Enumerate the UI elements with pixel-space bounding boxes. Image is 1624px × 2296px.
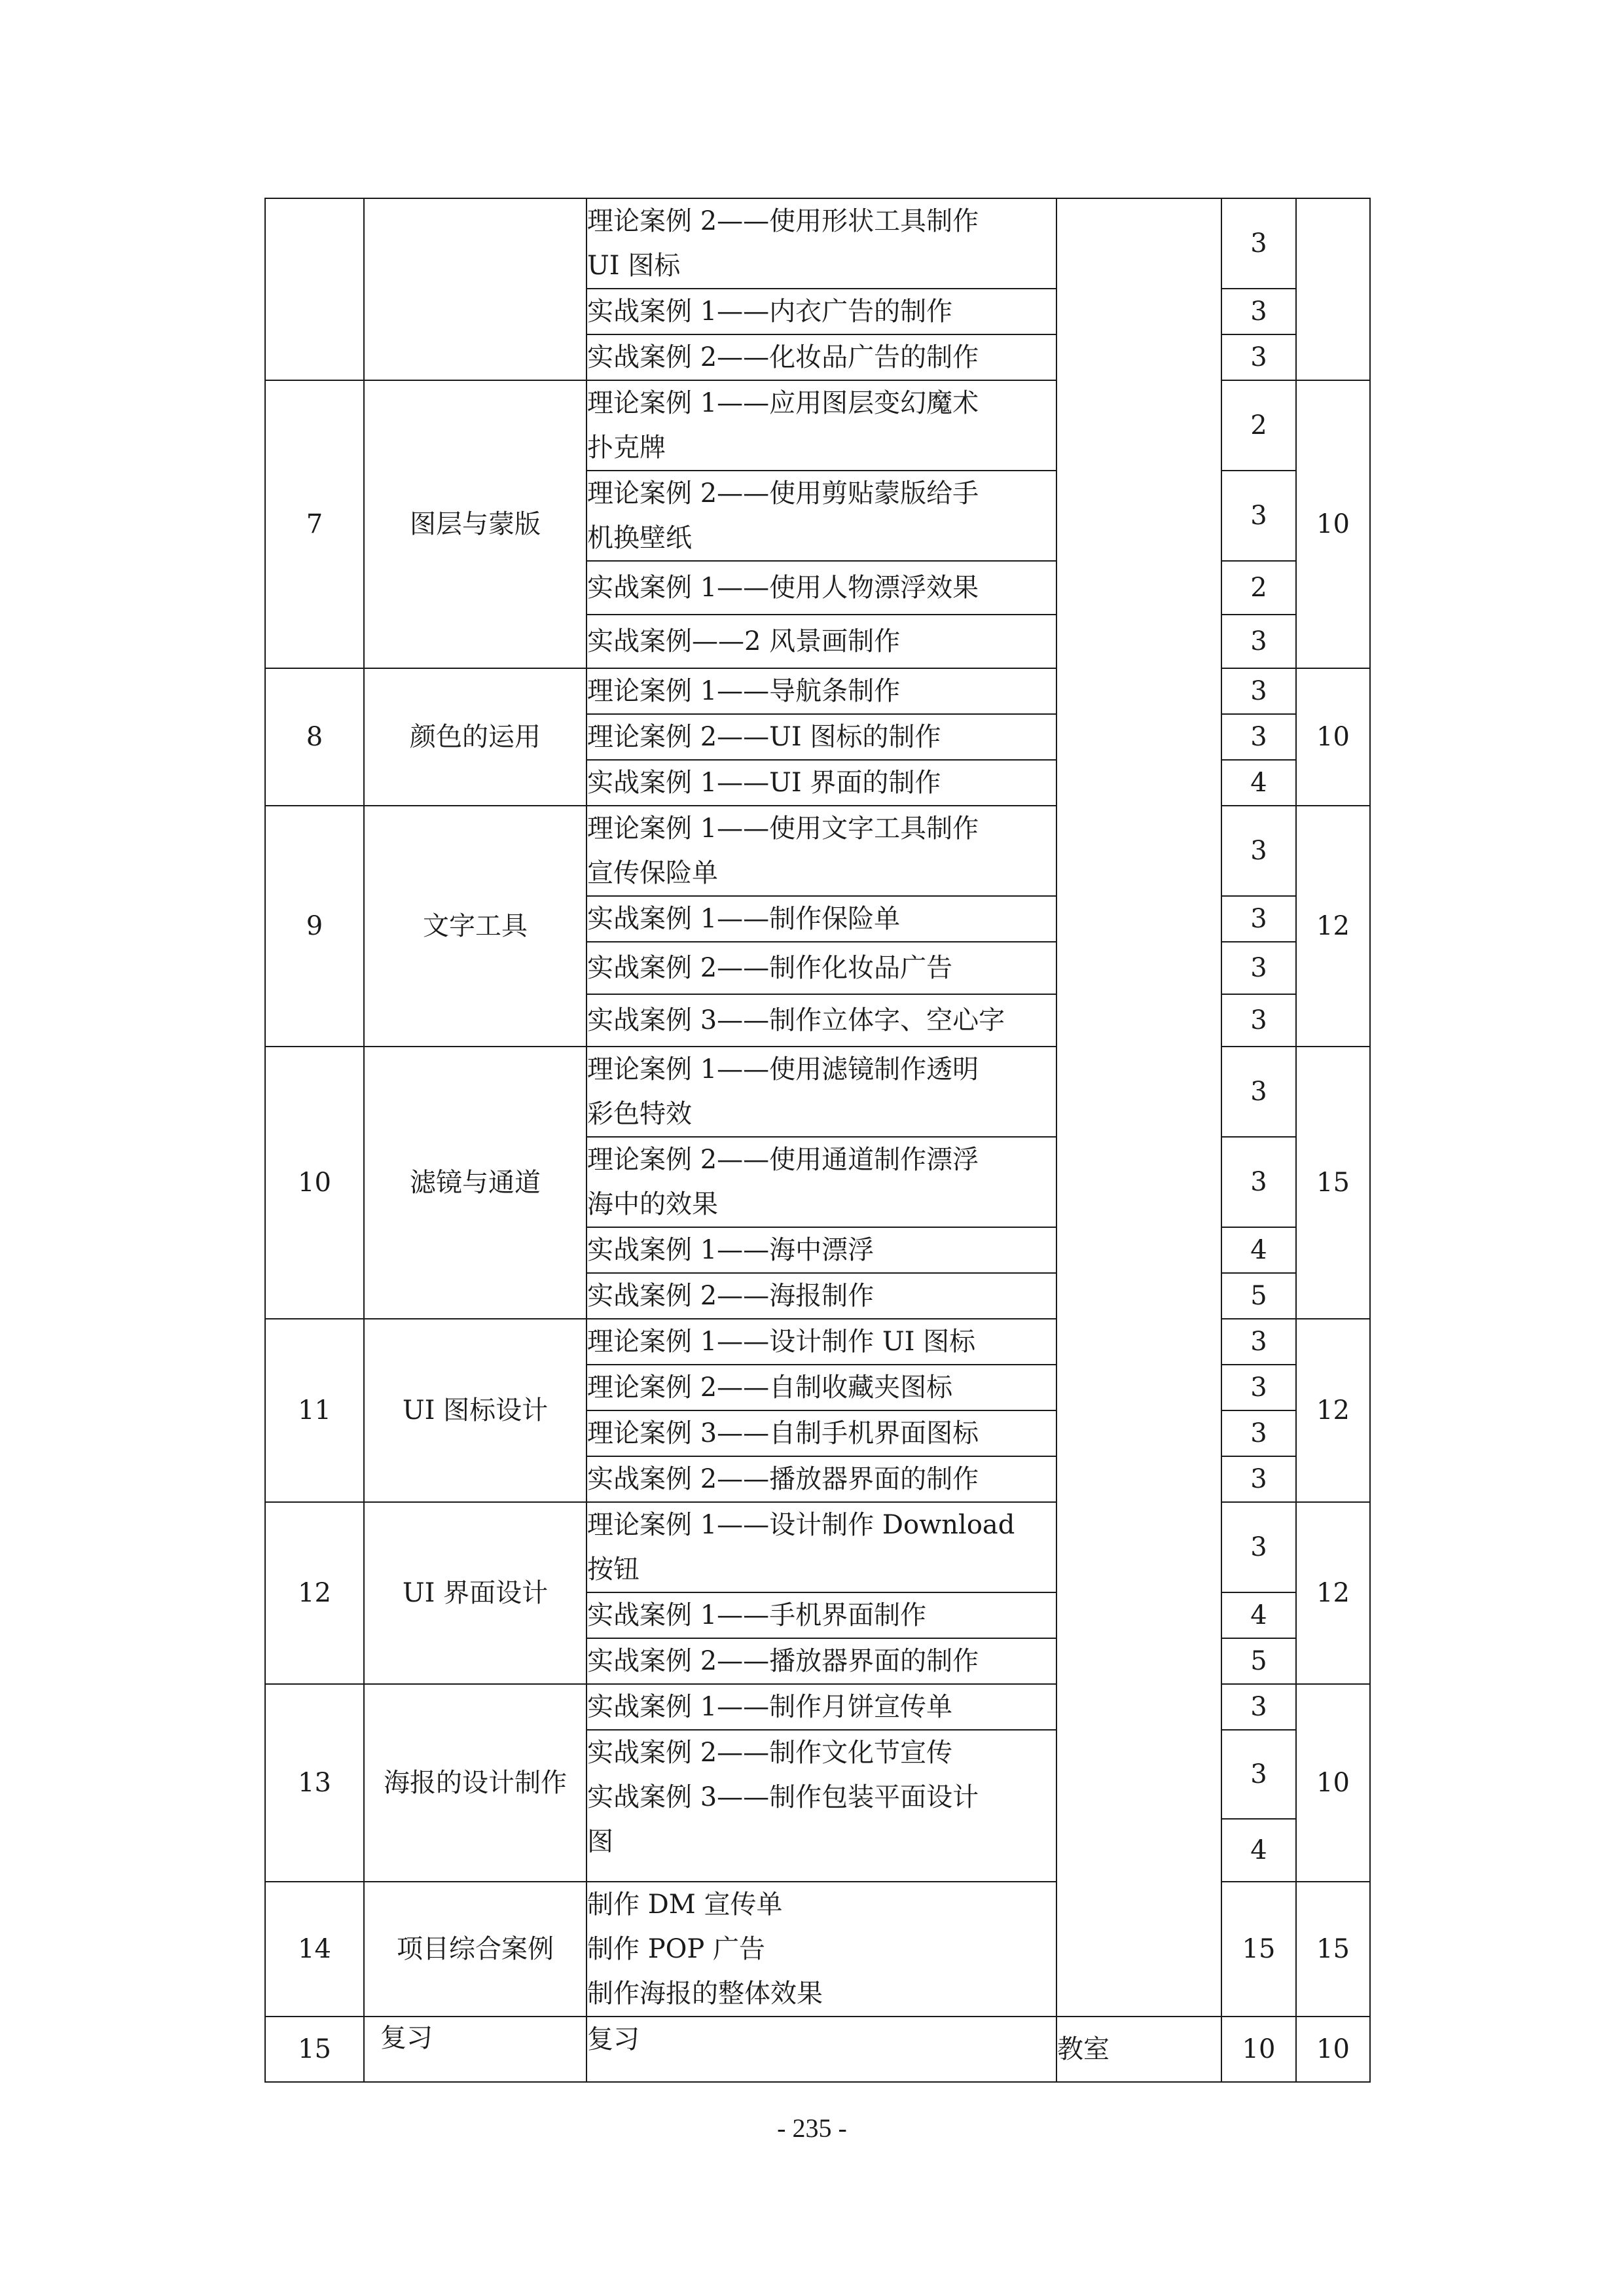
lesson-content-cell (586, 1592, 1056, 1638)
lesson-hours-cell: 4 (1221, 1592, 1296, 1638)
lesson-content-line: 理论案例 2——UI 图标的制作 (587, 722, 941, 752)
lesson-hours-cell: 3 (1221, 714, 1296, 760)
course-schedule-table (264, 198, 1371, 2083)
lesson-content-line: 实战案例 2——海报制作 (587, 1281, 875, 1311)
lesson-content-line: 实战案例 2——化妆品广告的制作 (587, 342, 979, 372)
lesson-hours-cell: 3 (1221, 615, 1296, 668)
chapter-number-cell: 7 (265, 380, 364, 668)
lesson-hours-cell: 3 (1221, 1502, 1296, 1592)
lesson-hours-cell: 3 (1221, 1365, 1296, 1410)
lesson-content-line: 理论案例 2——自制收藏夹图标 (587, 1372, 953, 1403)
lesson-content-line: 实战案例 2——播放器界面的制作 (587, 1646, 979, 1676)
lesson-hours-cell: 3 (1221, 289, 1296, 334)
lesson-content-cell (586, 380, 1056, 471)
lesson-hours-cell: 3 (1221, 942, 1296, 994)
lesson-content-cell (586, 198, 1056, 289)
chapter-title-cell: UI 界面设计 (364, 1502, 586, 1684)
chapter-number-cell: 10 (265, 1047, 364, 1319)
chapter-number-cell: 14 (265, 1882, 364, 2017)
table-row-review (265, 2017, 1370, 2082)
lesson-content-cell (586, 1882, 1056, 2017)
lesson-hours-cell: 5 (1221, 1638, 1296, 1684)
lesson-content-line: 实战案例 3——制作立体字、空心字 (587, 1005, 1005, 1035)
lesson-content-cell (586, 289, 1056, 334)
lesson-hours-cell: 10 (1221, 2017, 1296, 2082)
lesson-content-line: 制作 DM 宣传单 (587, 1890, 783, 1920)
lesson-content-line: 理论案例 1——应用图层变幻魔术 (587, 388, 979, 418)
lesson-hours-cell: 3 (1221, 1137, 1296, 1227)
lesson-content-line: 理论案例 1——设计制作 Download (587, 1510, 1015, 1540)
lesson-hours-cell: 3 (1221, 334, 1296, 380)
lesson-hours-cell: 3 (1221, 1319, 1296, 1365)
lesson-hours-cell: 4 (1221, 760, 1296, 806)
lesson-content-cell (586, 806, 1056, 896)
lesson-content-line: 机换壁纸 (587, 523, 692, 553)
lesson-content-cell (586, 896, 1056, 942)
lesson-content-line: 理论案例 1——导航条制作 (587, 676, 901, 706)
chapter-total-hours-cell: 10 (1296, 1684, 1370, 1882)
lesson-content-line: 理论案例 2——使用形状工具制作 (587, 206, 979, 236)
chapter-title-cell: 海报的设计制作 (364, 1684, 586, 1882)
chapter-total-hours-cell: 10 (1296, 2017, 1370, 2082)
chapter-number-cell: 15 (265, 2017, 364, 2082)
chapter-total-hours-cell: 12 (1296, 806, 1370, 1047)
lesson-hours-cell: 3 (1221, 806, 1296, 896)
lesson-hours-cell: 4 (1221, 1227, 1296, 1273)
lesson-content-line: 实战案例——2 风景画制作 (587, 626, 901, 656)
lesson-content-line: 按钮 (587, 1554, 640, 1585)
lesson-hours-cell: 3 (1221, 896, 1296, 942)
chapter-title-cell: UI 图标设计 (364, 1319, 586, 1502)
lesson-content-cell: 复习 (586, 2017, 1056, 2082)
lesson-content-cell (586, 1273, 1056, 1319)
lesson-hours-cell: 3 (1221, 668, 1296, 714)
lesson-content-line: 理论案例 2——使用剪贴蒙版给手 (587, 478, 979, 509)
lesson-hours-cell: 3 (1221, 1456, 1296, 1502)
lesson-content-line: 实战案例 1——制作保险单 (587, 904, 901, 934)
lesson-content-cell (586, 1502, 1056, 1592)
lesson-content-cell (586, 615, 1056, 668)
chapter-title-cell (364, 198, 586, 380)
lesson-content-line: 理论案例 1——使用文字工具制作 (587, 814, 979, 844)
chapter-title-cell: 项目综合案例 (364, 1882, 586, 2017)
lesson-content-cell (586, 1319, 1056, 1365)
lesson-content-line: 制作 POP 广告 (587, 1934, 766, 1964)
lesson-content-line: 理论案例 2——使用通道制作漂浮 (587, 1145, 979, 1175)
lesson-content-line: 实战案例 1——海中漂浮 (587, 1235, 875, 1265)
page-number: - 235 - (777, 2113, 847, 2143)
lesson-content-line: 实战案例 3——制作包装平面设计 (587, 1782, 979, 1812)
lesson-content-line: 理论案例 3——自制手机界面图标 (587, 1418, 979, 1448)
lesson-content-line: 宣传保险单 (587, 858, 718, 888)
lesson-hours-cell: 3 (1221, 994, 1296, 1047)
chapter-number-cell (265, 198, 364, 380)
lesson-content-line: 实战案例 1——UI 界面的制作 (587, 768, 941, 798)
chapter-title-cell: 复习 (364, 2017, 586, 2082)
lesson-content-line: 实战案例 1——制作月饼宣传单 (587, 1692, 953, 1722)
lesson-content-line: 实战案例 1——使用人物漂浮效果 (587, 573, 979, 603)
lesson-content-line: 实战案例 2——播放器界面的制作 (587, 1464, 979, 1494)
chapter-number-cell: 8 (265, 668, 364, 806)
lesson-content-line: 实战案例 2——制作化妆品广告 (587, 953, 953, 983)
lesson-hours-cell: 2 (1221, 380, 1296, 471)
lesson-hours-cell: 5 (1221, 1273, 1296, 1319)
table-row (265, 198, 1370, 289)
lesson-content-cell (586, 1684, 1056, 1730)
lesson-content-cell (586, 1227, 1056, 1273)
lesson-content-line: 实战案例 1——手机界面制作 (587, 1600, 927, 1630)
lesson-hours-cell: 3 (1221, 471, 1296, 561)
chapter-total-hours-cell: 12 (1296, 1502, 1370, 1684)
chapter-title-cell: 图层与蒙版 (364, 380, 586, 668)
chapter-number-cell: 11 (265, 1319, 364, 1502)
lesson-content-cell (586, 1365, 1056, 1410)
lesson-content-line: 彩色特效 (587, 1099, 692, 1129)
lesson-content-cell (586, 1047, 1056, 1137)
lesson-content-line: 理论案例 1——设计制作 UI 图标 (587, 1327, 976, 1357)
lesson-content-cell (586, 471, 1056, 561)
chapter-title-cell: 滤镜与通道 (364, 1047, 586, 1319)
venue-cell: 教室 (1056, 2017, 1221, 2082)
chapter-title-cell: 颜色的运用 (364, 668, 586, 806)
lesson-content-line: 图 (587, 1827, 613, 1857)
chapter-total-hours-cell: 12 (1296, 1319, 1370, 1502)
lesson-content-cell (586, 1456, 1056, 1502)
chapter-number-cell: 13 (265, 1684, 364, 1882)
lesson-hours-cell: 4 (1221, 1819, 1296, 1882)
lesson-hours-cell: 3 (1221, 1684, 1296, 1730)
venue-cell (1056, 198, 1221, 2017)
chapter-title-cell: 文字工具 (364, 806, 586, 1047)
lesson-content-cell (586, 1730, 1056, 1882)
lesson-content-cell (586, 1410, 1056, 1456)
lesson-content-line: UI 图标 (587, 251, 681, 281)
lesson-hours-cell: 3 (1221, 198, 1296, 289)
lesson-content-cell (586, 714, 1056, 760)
lesson-content-line: 扑克牌 (587, 433, 666, 463)
chapter-total-hours-cell: 10 (1296, 668, 1370, 806)
chapter-total-hours-cell: 15 (1296, 1047, 1370, 1319)
lesson-hours-cell: 2 (1221, 561, 1296, 615)
lesson-content-cell (586, 1137, 1056, 1227)
lesson-hours-cell: 3 (1221, 1410, 1296, 1456)
lesson-content-line: 海中的效果 (587, 1189, 718, 1219)
lesson-content-cell (586, 994, 1056, 1047)
lesson-content-cell (586, 760, 1056, 806)
lesson-content-line: 制作海报的整体效果 (587, 1979, 823, 2009)
chapter-number-cell: 12 (265, 1502, 364, 1684)
lesson-content-cell (586, 334, 1056, 380)
lesson-content-line: 实战案例 2——制作文化节宣传 (587, 1738, 953, 1768)
chapter-total-hours-cell: 15 (1296, 1882, 1370, 2017)
lesson-hours-cell: 3 (1221, 1730, 1296, 1819)
chapter-number-cell: 9 (265, 806, 364, 1047)
lesson-content-line: 理论案例 1——使用滤镜制作透明 (587, 1054, 979, 1085)
lesson-hours-cell: 3 (1221, 1047, 1296, 1137)
lesson-content-cell (586, 942, 1056, 994)
chapter-total-hours-cell (1296, 198, 1370, 380)
lesson-content-cell (586, 561, 1056, 615)
lesson-content-line: 实战案例 1——内衣广告的制作 (587, 296, 953, 327)
lesson-content-cell (586, 668, 1056, 714)
lesson-hours-cell: 15 (1221, 1882, 1296, 2017)
chapter-total-hours-cell: 10 (1296, 380, 1370, 668)
lesson-content-cell (586, 1638, 1056, 1684)
